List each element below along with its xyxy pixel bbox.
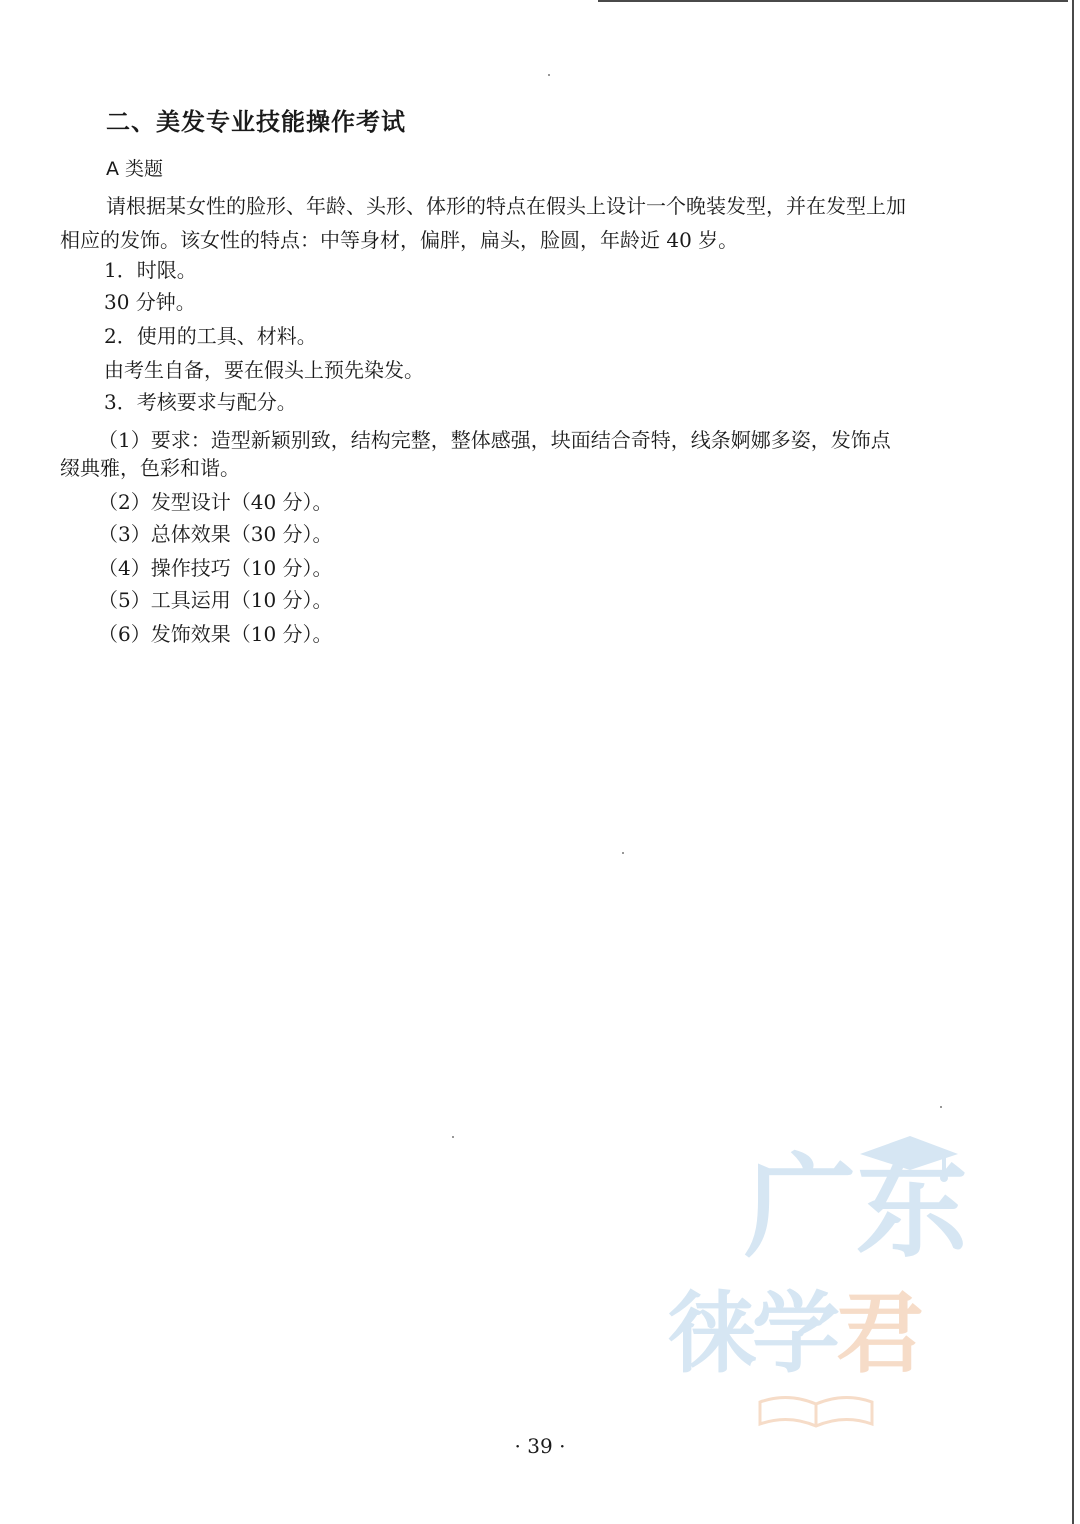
requirement-2: （2）发型设计（40 分）。 — [98, 490, 333, 514]
item-2-heading: 2．使用的工具、材料。 — [104, 324, 317, 348]
watermark-logo — [660, 1130, 1005, 1430]
item-1-heading: 1．时限。 — [104, 258, 197, 282]
watermark-orange-text: 君 — [836, 1282, 921, 1385]
intro-line-2: 相应的发饰。该女性的特点：中等身材，偏胖，扁头，脸圆，年龄近 40 岁。 — [60, 228, 739, 252]
scan-speck — [548, 74, 550, 76]
requirement-6: （6）发饰效果（10 分）。 — [98, 622, 333, 646]
section-title: 二、美发专业技能操作考试 — [106, 108, 406, 136]
requirement-3: （3）总体效果（30 分）。 — [98, 522, 333, 546]
question-category: A 类题 — [106, 158, 164, 180]
scan-speck — [940, 1106, 942, 1108]
requirement-5: （5）工具运用（10 分）。 — [98, 588, 333, 612]
item-2-body: 由考生自备，要在假头上预先染发。 — [104, 358, 424, 382]
item-3-heading: 3．考核要求与配分。 — [104, 390, 297, 414]
intro-line-1: 请根据某女性的脸形、年龄、头形、体形的特点在假头上设计一个晚装发型，并在发型上加 — [106, 194, 906, 218]
watermark-blue-text: 徕学 — [668, 1282, 837, 1385]
requirement-1-line-2: 缀典雅，色彩和谐。 — [60, 456, 240, 480]
watermark-top-text: 广东 — [744, 1143, 968, 1273]
scan-speck — [452, 1136, 454, 1138]
requirement-4: （4）操作技巧（10 分）。 — [98, 556, 333, 580]
page-number: · 39 · — [514, 1434, 566, 1458]
watermark-bottom-text — [668, 1282, 921, 1385]
requirement-1-line-1: （1）要求：造型新颖别致，结构完整，整体感强，块面结合奇特，线条婀娜多姿，发饰点 — [98, 428, 891, 452]
open-book-icon — [756, 1392, 876, 1428]
item-1-body: 30 分钟。 — [104, 290, 196, 314]
scan-speck — [622, 852, 624, 854]
page-edge-right — [1072, 0, 1074, 1524]
page-edge-top — [598, 0, 1068, 2]
